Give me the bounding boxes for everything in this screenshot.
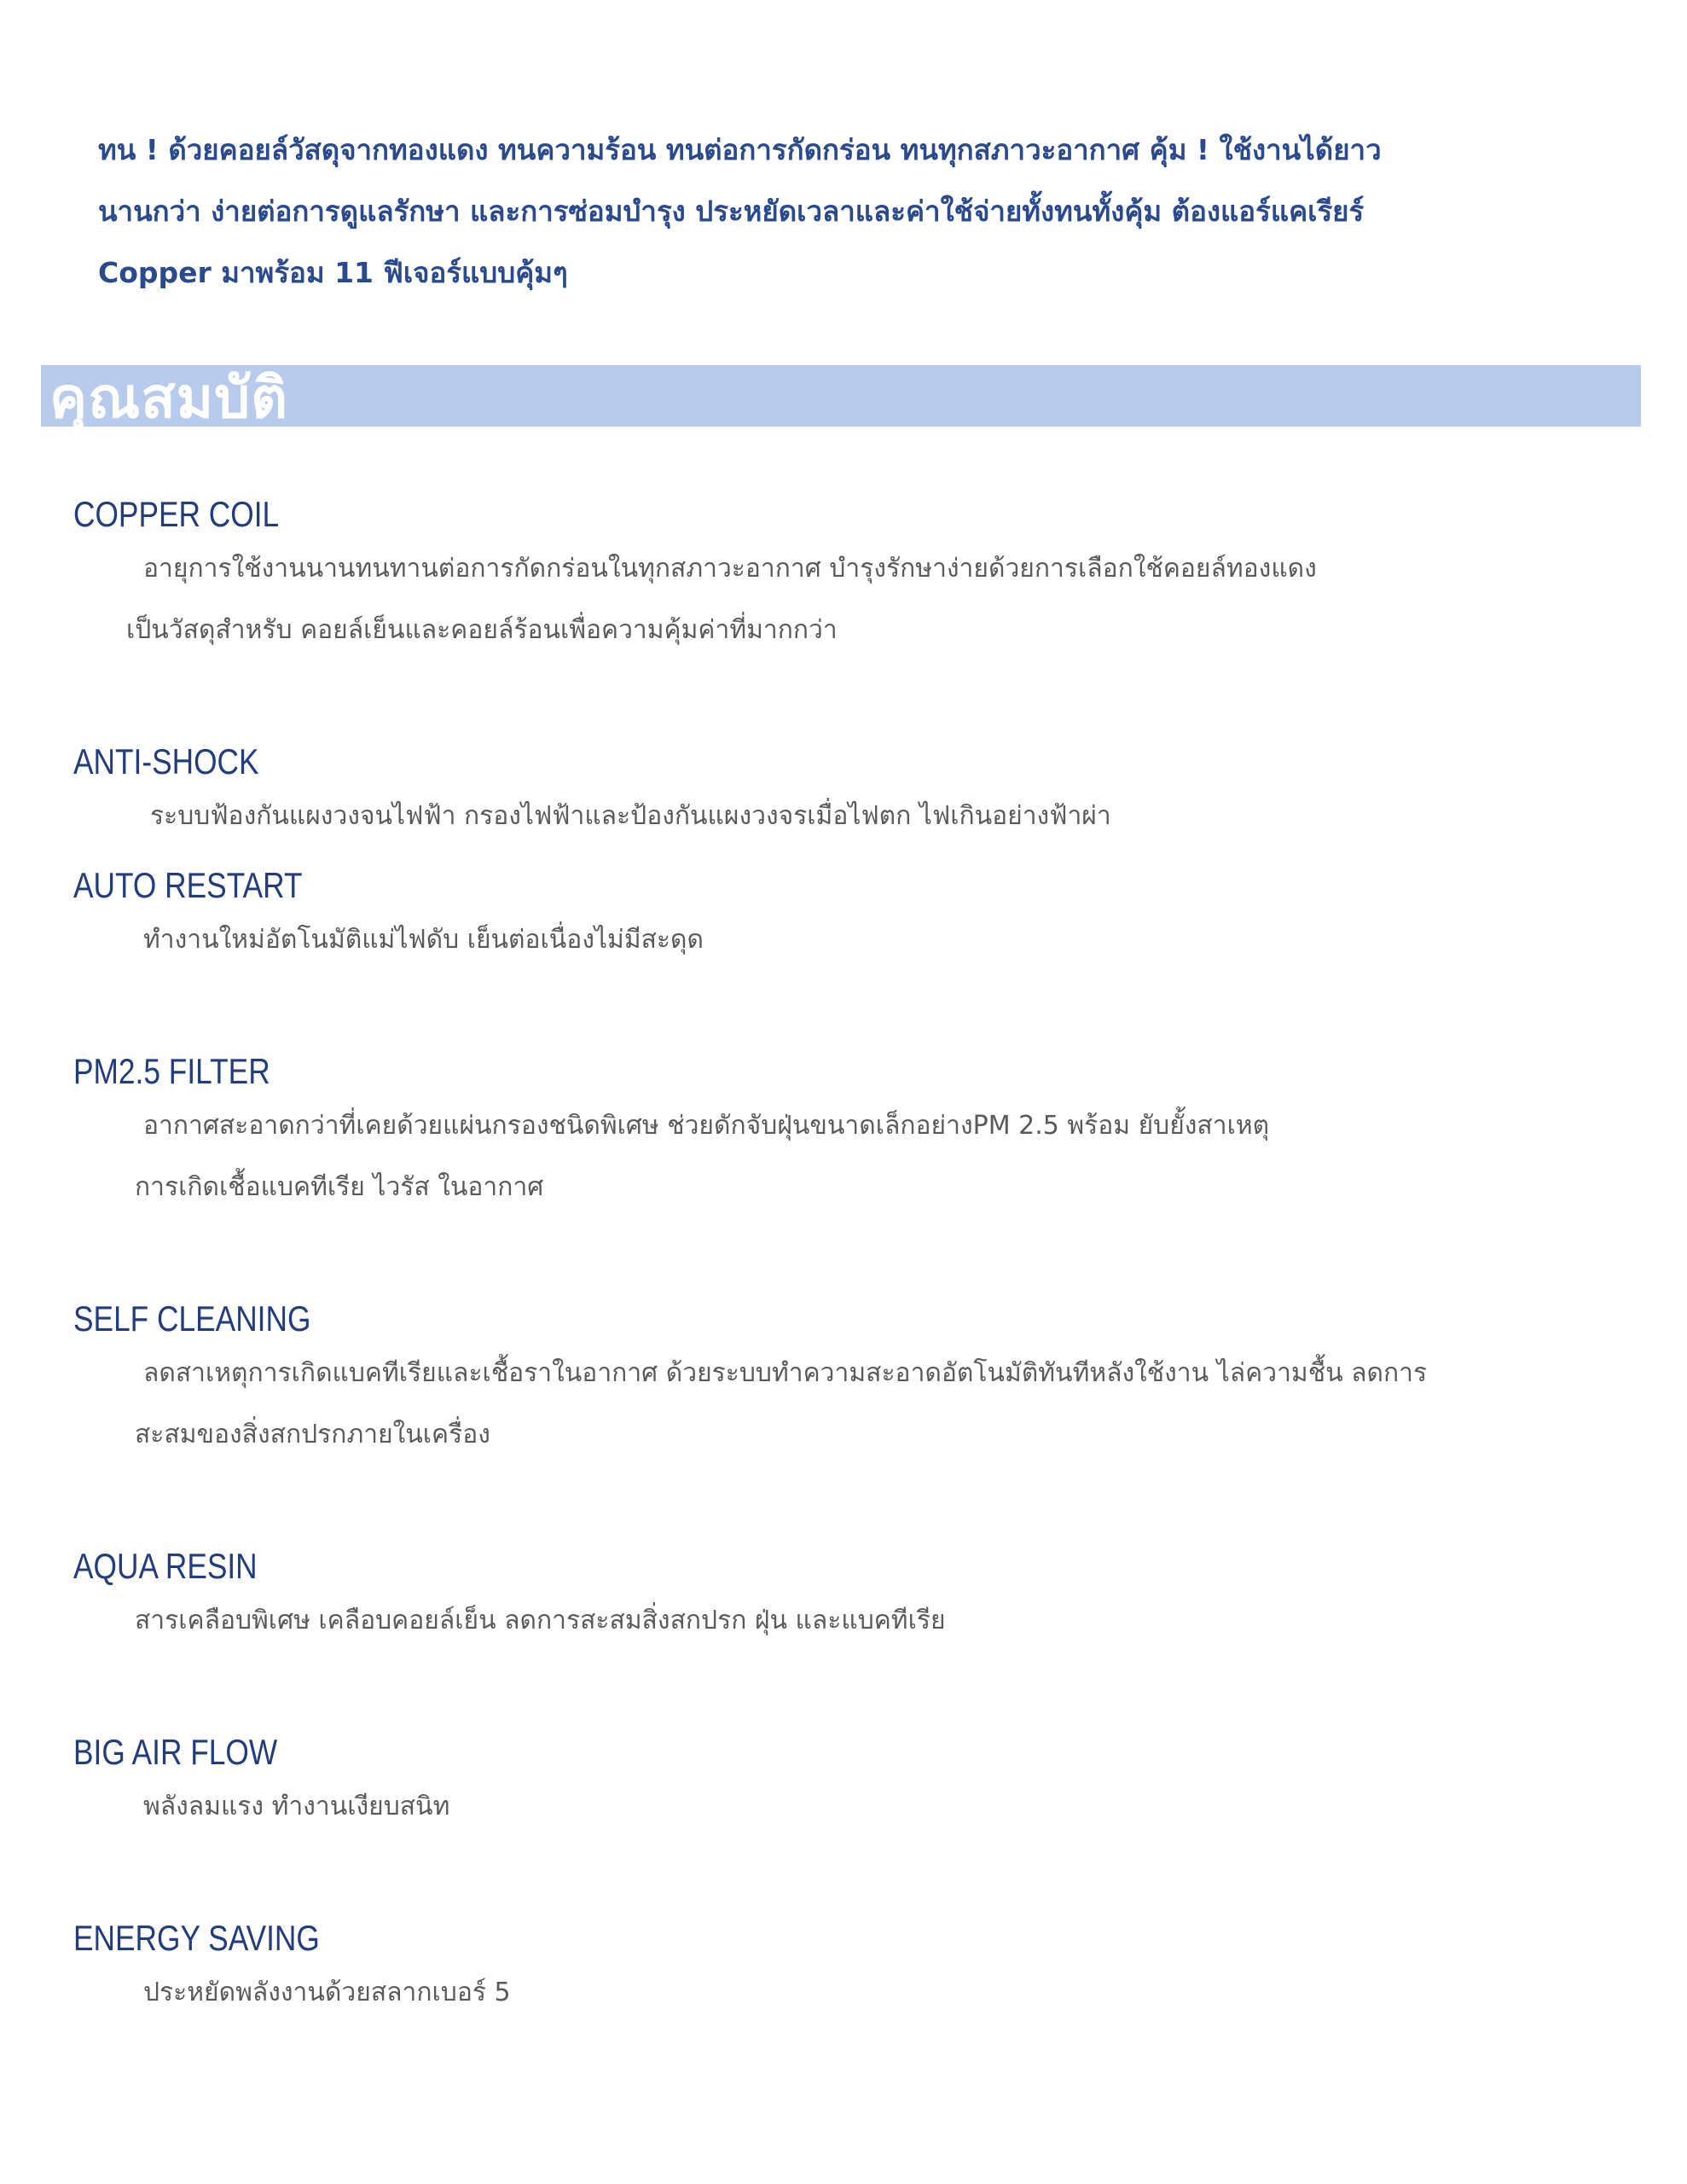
feature-anti-shock bbox=[73, 738, 1523, 847]
feature-description: ลดสาเหตุการเกิดแบคทีเรียและเชื้อราในอากาศ ด้วยระบบทำความสะอาดอัตโนมัติทันทีหลังใช้งาน ไล่ความชื้น ลดการ bbox=[143, 1358, 1428, 1388]
feature-big-air-flow bbox=[73, 1728, 1523, 1838]
feature-pm25-filter bbox=[73, 1048, 1523, 1218]
feature-title: ENERGY SAVING bbox=[73, 1918, 320, 1958]
feature-aqua-resin bbox=[73, 1542, 1523, 1652]
feature-description: อากาศสะอาดกว่าที่เคยด้วยแผ่นกรองชนิดพิเศษ ช่วยดักจับฝุ่นขนาดเล็กอย่างPM 2.5 พร้อม ยับยั้งสาเหตุ bbox=[143, 1111, 1270, 1141]
feature-description: สะสมของสิ่งสกปรกภายในเครื่อง bbox=[135, 1420, 490, 1449]
feature-title: COPPER COIL bbox=[73, 494, 280, 534]
feature-description: การเกิดเชื้อแบคทีเรีย ไวรัส ในอากาศ bbox=[135, 1172, 544, 1202]
feature-title: ANTI-SHOCK bbox=[73, 741, 259, 781]
section-banner bbox=[41, 365, 1641, 431]
feature-title: PM2.5 FILTER bbox=[73, 1051, 270, 1091]
feature-description: ระบบฟ้องกันแผงวงจนไฟฟ้า กรองไฟฟ้าและป้องกันแผงวงจรเมื่อไฟตก ไฟเกินอย่างฟ้าผ่า bbox=[150, 801, 1111, 831]
feature-self-cleaning bbox=[73, 1295, 1523, 1466]
feature-description: อายุการใช้งานนานทนทานต่อการกัดกร่อนในทุกสภาวะอากาศ บำรุงรักษาง่ายด้วยการเลือกใช้คอยล์ทองแดง bbox=[143, 554, 1317, 584]
intro-paragraph bbox=[98, 119, 1497, 304]
intro-line: นานกว่า ง่ายต่อการดูแลรักษา และการซ่อมบำรุง ประหยัดเวลาและค่าใช้จ่ายทั้งทนทั้งคุ้ม ต้องแอร์แคเรียร์ bbox=[98, 195, 1365, 228]
feature-title: SELF CLEANING bbox=[73, 1298, 311, 1339]
feature-description: สารเคลือบพิเศษ เคลือบคอยล์เย็น ลดการสะสมสิ่งสกปรก ฝุ่น และแบคทีเรีย bbox=[135, 1606, 946, 1635]
feature-energy-saving bbox=[73, 1914, 1523, 2024]
feature-description: พลังลมแรง ทำงานเงียบสนิท bbox=[143, 1792, 450, 1821]
section-title: คุณสมบัติ bbox=[49, 365, 288, 431]
feature-copper-coil bbox=[73, 491, 1523, 661]
intro-line: ทน ! ด้วยคอยล์วัสดุจากทองแดง ทนความร้อน ทนต่อการกัดกร่อน ทนทุกสภาวะอากาศ คุ้ม ! ใช้งานได้ยาว bbox=[98, 133, 1382, 166]
feature-description: ทำงานใหม่อัตโนมัติแม่ไฟดับ เย็นต่อเนื่องไม่มีสะดุด bbox=[143, 925, 704, 955]
feature-title: AUTO RESTART bbox=[73, 865, 303, 905]
feature-description: เป็นวัสดุสำหรับ คอยล์เย็นและคอยล์ร้อนเพื่อความคุ้มค่าที่มากกว่า bbox=[126, 615, 838, 645]
feature-description: ประหยัดพลังงานด้วยสลากเบอร์ 5 bbox=[143, 1978, 511, 2007]
intro-line: Copper มาพร้อม 11 ฟีเจอร์แบบคุ้มๆ bbox=[98, 256, 568, 289]
feature-title: BIG AIR FLOW bbox=[73, 1732, 278, 1772]
feature-title: AQUA RESIN bbox=[73, 1546, 258, 1586]
feature-auto-restart bbox=[73, 862, 1523, 971]
